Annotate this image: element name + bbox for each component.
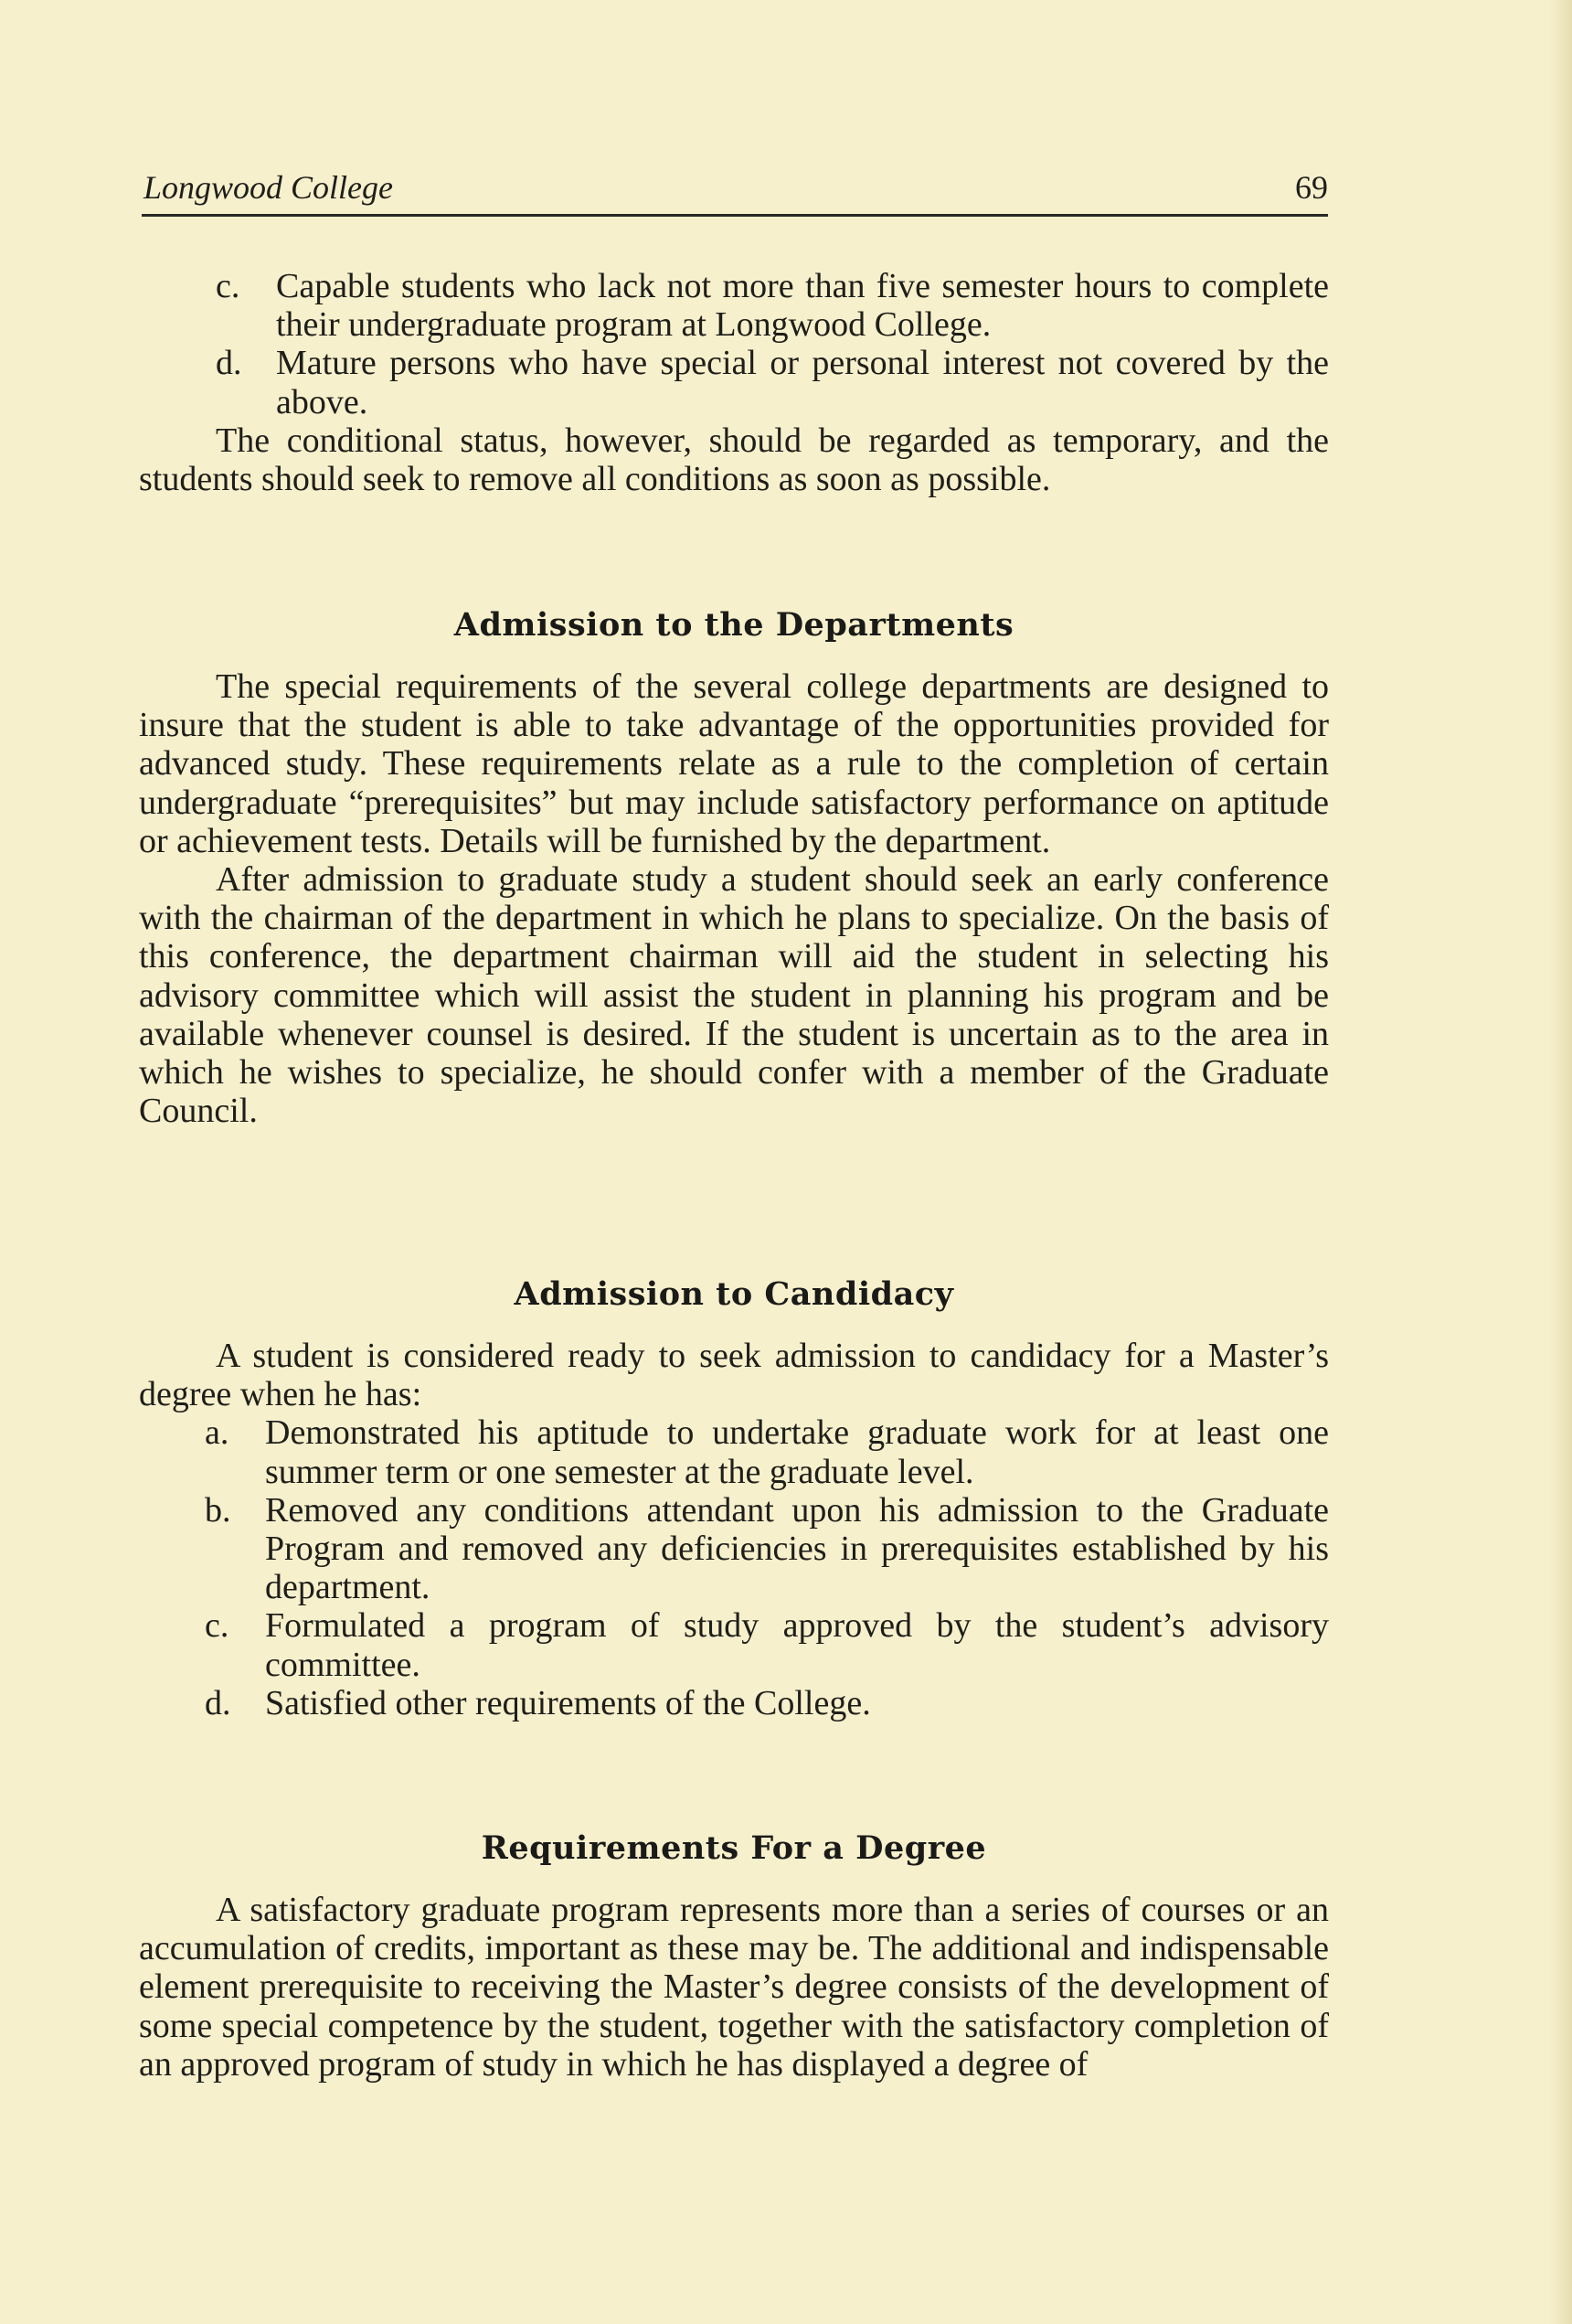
heading-admission-departments: Admission to the Departments <box>453 606 1014 644</box>
list-marker: b. <box>205 1490 231 1530</box>
conditional-status-paragraph: The conditional status, however, should be regarded as temporary, and the students should seek to remove all conditions as soon as possible. <box>139 421 1329 499</box>
list-item <box>216 344 1329 421</box>
heading-requirements-degree: Requirements For a Degree <box>481 1829 987 1867</box>
candidacy-requirements-list <box>205 1413 1329 1722</box>
page-number: 69 <box>1295 169 1328 206</box>
list-item-text: Removed any conditions attendant upon his admission to the Graduate Program and removed any deficiencies in prerequisites established by his department. <box>265 1490 1329 1607</box>
list-item <box>205 1413 1329 1490</box>
conditional-list <box>216 267 1329 421</box>
list-item-text: Formulated a program of study approved by the student’s advisory committee. <box>265 1606 1329 1684</box>
running-head-title: Longwood College <box>143 169 394 206</box>
list-marker: d. <box>205 1683 231 1722</box>
list-marker: d. <box>216 344 242 383</box>
page-edge-shadow <box>1548 0 1572 2324</box>
list-item-text: Capable students who lack not more than five semester hours to complete their undergraduate program at Longwood College. <box>276 267 1329 345</box>
list-marker: c. <box>205 1606 229 1646</box>
list-marker: a. <box>205 1413 229 1453</box>
running-header <box>142 163 1328 217</box>
list-item <box>205 1606 1329 1683</box>
departments-paragraph-1: The special requirements of the several college departments are designed to insure that the student is able to take advantage of the opportunities provided for advanced study. These requirements relate as a rule to the completion of certain undergraduate “prerequisites” but may include satisfactory performance on aptitude or achievement tests. Details will be furnished by the department. <box>139 667 1329 860</box>
degree-paragraph: A satisfactory graduate program represents more than a series of courses or an accumulation of credits, important as these may be. The additional and indispensable element prerequisite to receiving the Master’s degree consists of the development of some special competence by the student, together with the satisfactory completion of an approved program of study in which he has displayed a degree of <box>139 1891 1329 2084</box>
list-item-text: Satisfied other requirements of the College. <box>265 1683 871 1722</box>
list-item <box>205 1491 1329 1607</box>
candidacy-intro: A student is considered ready to seek admission to candidacy for a Master’s degree when he has: <box>139 1337 1329 1414</box>
list-item <box>216 267 1329 344</box>
heading-admission-candidacy: Admission to Candidacy <box>514 1275 954 1313</box>
conditional-status-section <box>139 267 1329 498</box>
degree-section <box>139 1891 1329 2084</box>
list-marker: c. <box>216 267 240 305</box>
list-item-text: Demonstrated his aptitude to undertake graduate work for at least one summer term or one semester at the graduate level. <box>265 1413 1329 1491</box>
list-item <box>205 1684 1329 1722</box>
departments-section <box>139 667 1329 1130</box>
list-item-text: Mature persons who have special or personal interest not covered by the above. <box>276 344 1329 421</box>
candidacy-section <box>139 1337 1329 1722</box>
departments-paragraph-2: After admission to graduate study a student should seek an early conference with the chairman of the department in which he plans to specialize. On the basis of this conference, the department chairman will aid the student in selecting his advisory committee which will assist the student in planning his program and be available whenever counsel is desired. If the student is uncertain as to the area in which he wishes to specialize, he should confer with a member of the Graduate Council. <box>139 860 1329 1131</box>
